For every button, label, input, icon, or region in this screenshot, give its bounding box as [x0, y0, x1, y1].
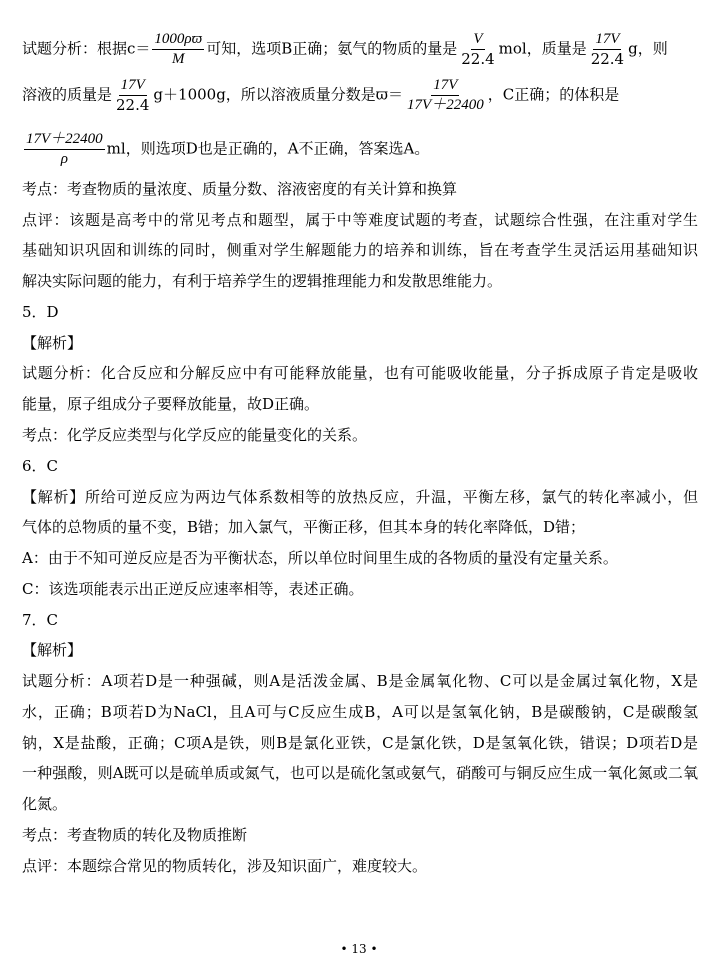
fraction-solution-mass: $\frac{17V}{22.4}$	[116, 77, 150, 114]
text-line: 考点：化学反应类型与化学反应的能量变化的关系。	[22, 426, 368, 444]
fraction-mass-fraction: $\frac{17V}{17V+22400}$	[407, 77, 484, 113]
text-line: 点评：本题综合常见的物质转化，涉及知识面广，难度较大。	[22, 857, 428, 875]
text-line: 考点：考查物质的转化及物质推断	[22, 826, 248, 844]
text-line: 化氮。	[22, 795, 68, 813]
answer-line-2	[22, 78, 619, 113]
text: 可知，选项B正确；氨气的物质的量是	[206, 39, 458, 58]
text: ，C正确；的体积是	[487, 85, 620, 104]
page-number: • 13 •	[340, 942, 378, 956]
text: ml，则选项D也是正确的，A不正确，答案选A。	[106, 139, 430, 158]
section-heading: 【解析】	[22, 334, 83, 352]
answer-line-3	[22, 132, 429, 167]
text-line: C：该选项能表示出正逆反应速率相等，表述正确。	[22, 580, 364, 598]
text: 试题分析：根据c＝	[22, 39, 151, 58]
question-number: 5．D	[22, 303, 59, 321]
fraction-c: $\frac{1000\rho ϖ}{M}$	[154, 31, 203, 67]
text-line: 一种强酸，则A既可以是硫单质或氮气，也可以是硫化氢或氨气，硝酸可与铜反应生成一氧化氮或二氧	[22, 764, 698, 782]
text: 溶液的质量是	[22, 85, 113, 104]
text-line: 试题分析：化合反应和分解反应中有可能释放能量，也有可能吸收能量，分子拆成原子肯定是吸收	[22, 364, 698, 382]
text-line: 解决实际问题的能力，有利于培养学生的逻辑推理能力和发散思维能力。	[22, 272, 503, 290]
text-line: 基础知识巩固和训练的同时，侧重对学生解题能力的培养和训练，旨在考查学生灵活运用基础知识	[22, 241, 698, 259]
fraction-moles: $\frac{V}{22.4}$	[461, 31, 495, 68]
text-line: 试题分析：A项若D是一种强碱，则A是活泼金属、B是金属氧化物、C可以是金属过氧化物，X是	[22, 672, 698, 690]
text-line: 水，正确；B项若D为NaCl，且A可与C反应生成B，A可以是氢氧化钠，B是碳酸钠，C是碳酸氢	[22, 703, 698, 721]
text-line: 能量，原子组成分子要释放能量，故D正确。	[22, 395, 320, 413]
fraction-mass: $\frac{17V}{22.4}$	[590, 31, 625, 68]
text: g＋1000g，所以溶液质量分数是ϖ＝	[153, 85, 404, 104]
answer-line-1	[22, 32, 668, 67]
text-line: 【解析】所给可逆反应为两边气体系数相等的放热反应，升温，平衡左移，氯气的转化率减小，但	[22, 488, 698, 506]
text-line: 点评：该题是高考中的常见考点和题型，属于中等难度试题的考查，试题综合性强，在注重对学生	[22, 211, 698, 229]
section-heading: 【解析】	[22, 641, 83, 659]
fraction-volume: $\frac{17V+22400}{\rho}$	[26, 131, 103, 167]
text-line: 钠，X是盐酸，正确；C项A是铁，则B是氯化亚铁，C是氯化铁，D是氢氧化铁，错误；D项若D是	[22, 734, 698, 752]
text-line: A：由于不知可逆反应是否为平衡状态，所以单位时间里生成的各物质的量没有定量关系。	[22, 549, 618, 567]
question-number: 7．C	[22, 611, 59, 629]
question-number: 6．C	[22, 457, 59, 475]
text: g，则	[628, 39, 668, 58]
text-line: 气体的总物质的量不变，B错；加入氯气，平衡正移，但其本身的转化率降低，D错；	[22, 518, 586, 536]
text-line: 考点：考查物质的量浓度、质量分数、溶液密度的有关计算和换算	[22, 180, 458, 198]
text: mol，质量是	[498, 39, 587, 58]
